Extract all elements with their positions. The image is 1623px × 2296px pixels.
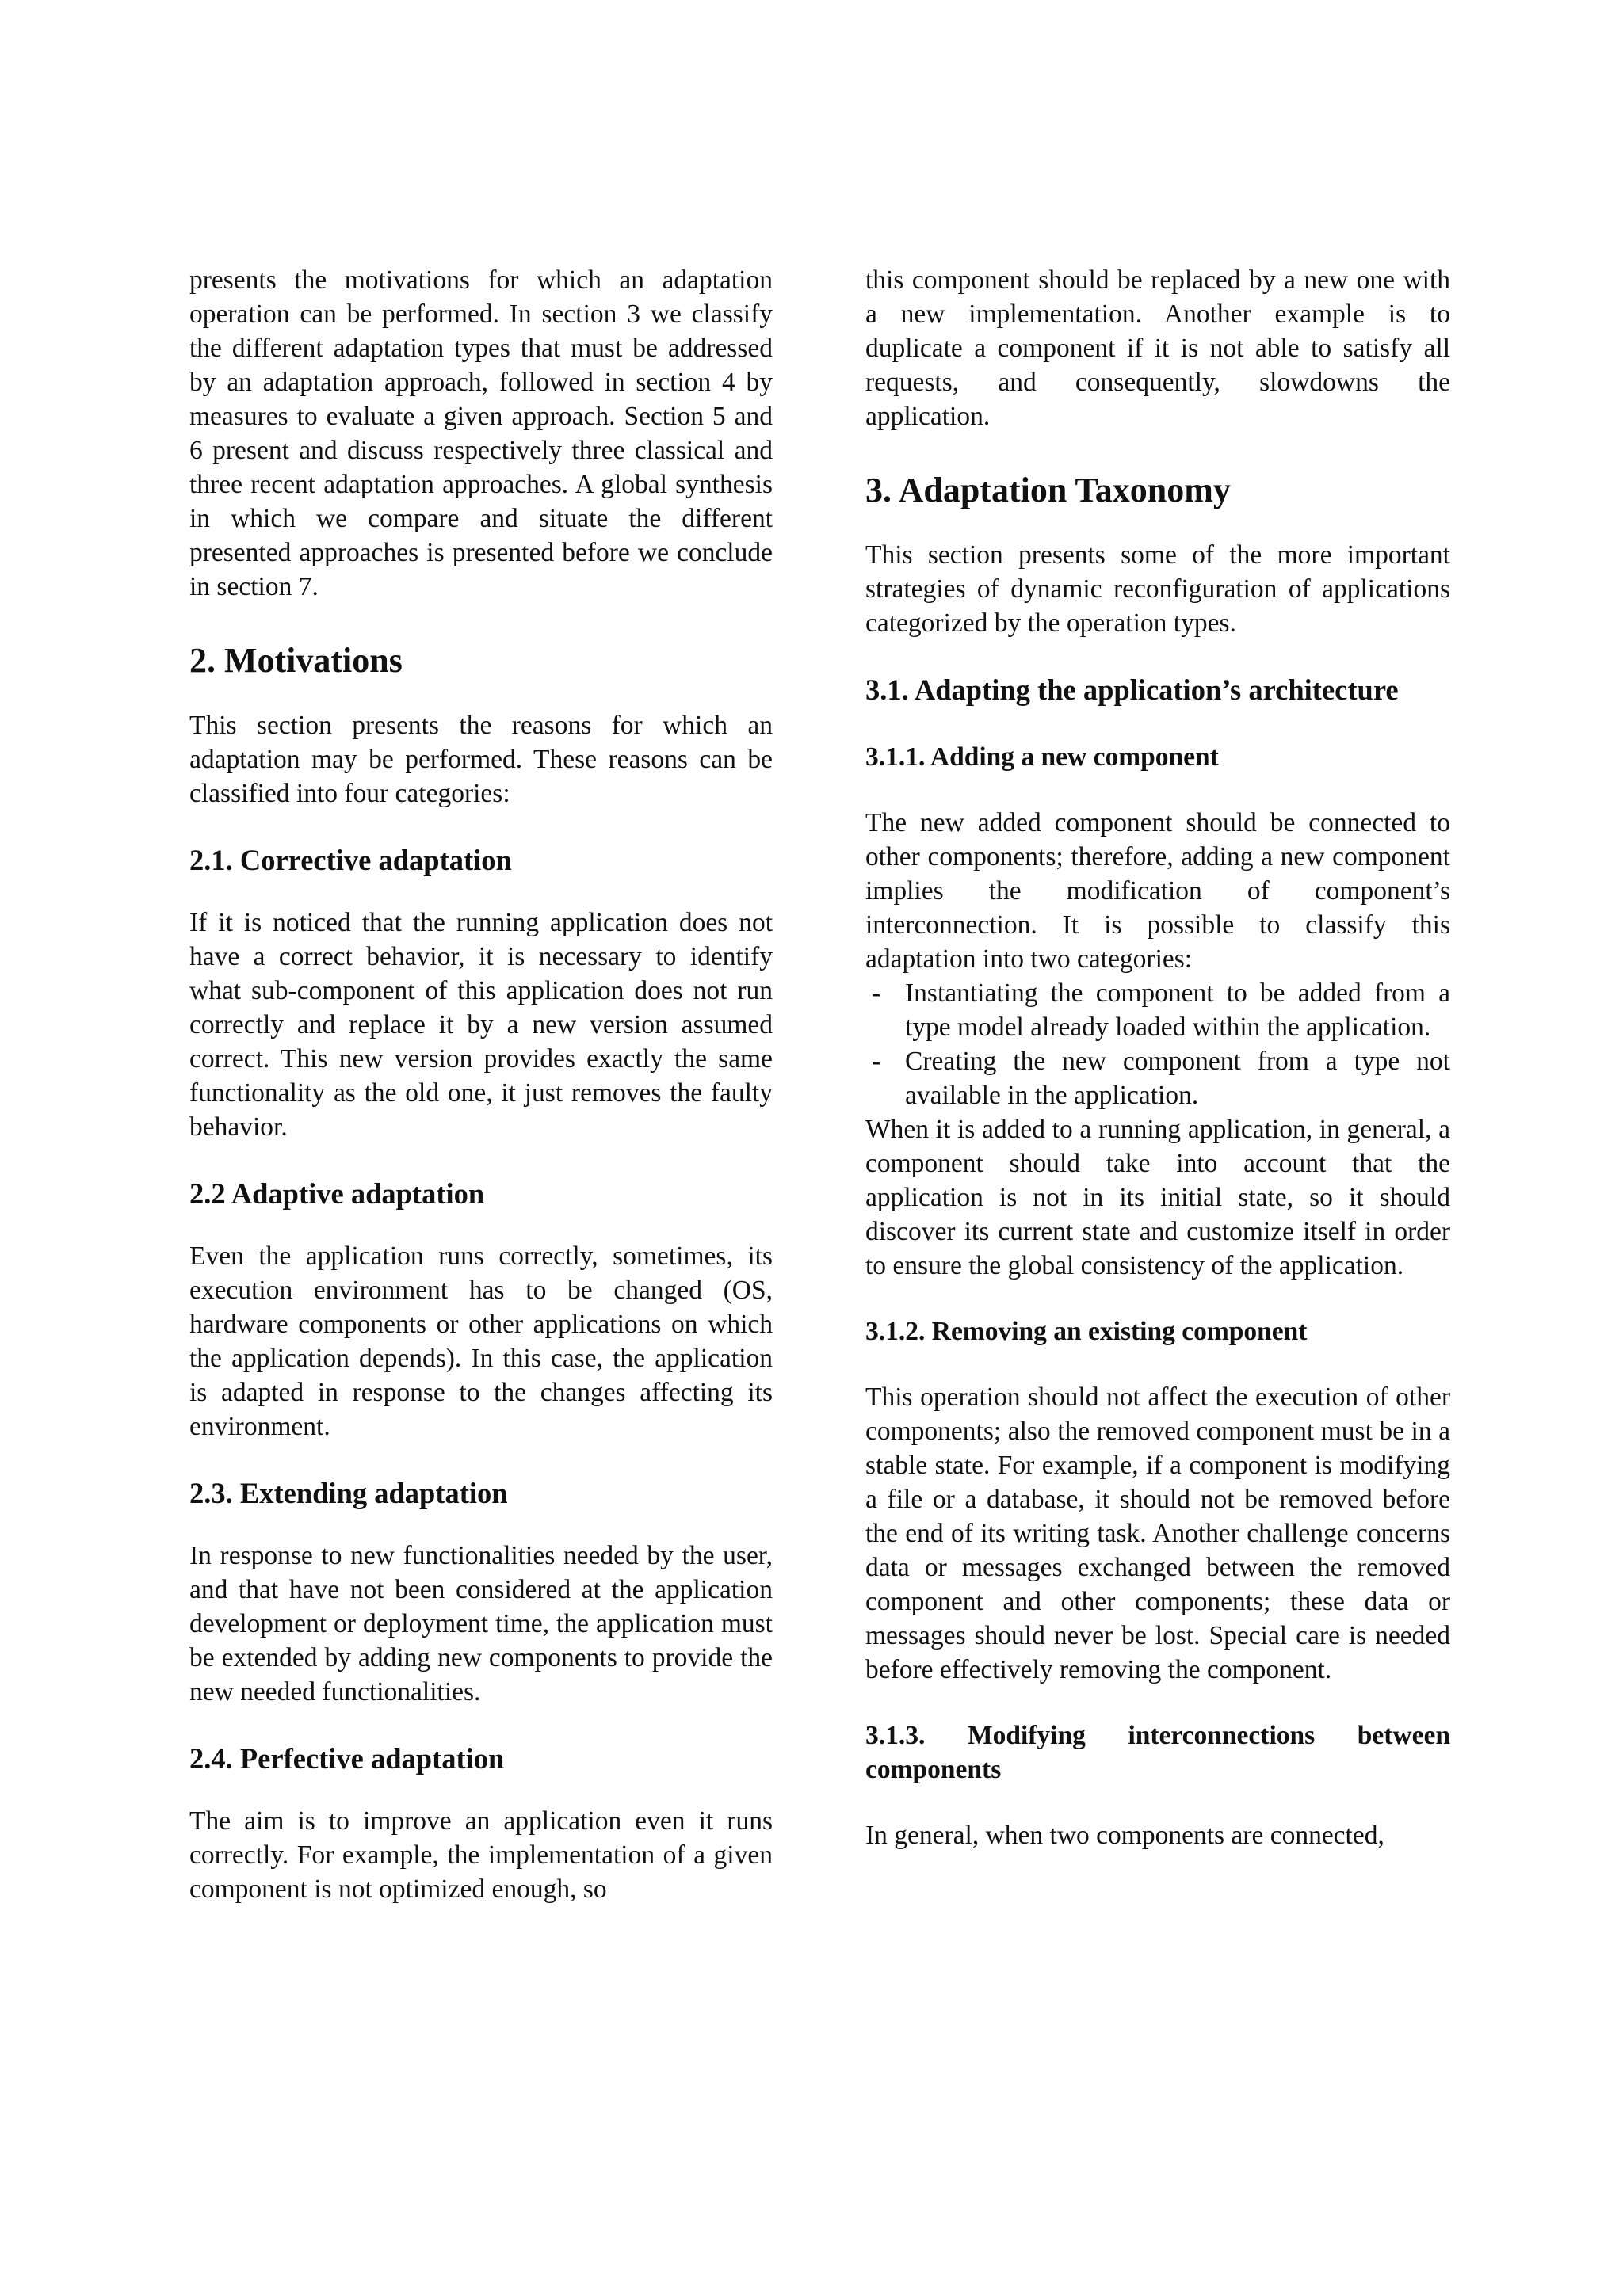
- subsubsection-heading-modifying: 3.1.3. Modifying interconnections between components: [865, 1721, 1450, 1784]
- extending-paragraph: In response to new functionalities needed by the user, and that have not been considered at the application development or deployment time, the application must be extended by adding new components to provide the new needed functionalities.: [189, 1541, 773, 1707]
- subsection-heading-architecture: 3.1. Adapting the application’s architecture: [865, 673, 1399, 706]
- section-heading-taxonomy: 3. Adaptation Taxonomy: [865, 471, 1231, 509]
- adaptive-paragraph: Even the application runs correctly, sometimes, its execution environment has to be changed (OS, hardware components or other applications on which the application depends). In this case, the application is adapted in response to the changes affecting its environment.: [189, 1241, 773, 1441]
- intro-paragraph: presents the motivations for which an adaptation operation can be performed. In section 3 we classify the different adaptation types that must be addressed by an adaptation approach, followed in section 4 by measures to evaluate a given approach. Section 5 and 6 present and discuss respectively three classical and three recent adaptation approaches. A global synthesis in which we compare and situate the different presented approaches is presented before we conclude in section 7.: [189, 265, 773, 601]
- subsection-heading-extending: 2.3. Extending adaptation: [189, 1477, 508, 1509]
- perfective-paragraph: The aim is to improve an application even it runs correctly. For example, the implementation of a given component is not optimized enough, so: [189, 1806, 773, 1904]
- adding-paragraph: The new added component should be connected to other components; therefore, adding a new component implies the modification of component’s interconnection. It is possible to classify this adaptation into two categories:: [865, 808, 1450, 974]
- subsection-heading-corrective: 2.1. Corrective adaptation: [189, 844, 512, 876]
- left-column: [189, 263, 773, 1906]
- corrective-paragraph: If it is noticed that the running application does not have a correct behavior, it is necessary to identify what sub-component of this application does not run correctly and replace it by a new version assumed correct. This new version provides exactly the same functionality as the old one, it just removes the faulty behavior.: [189, 908, 773, 1142]
- list-item-text: Creating the new component from a type not available in the application.: [905, 1047, 1450, 1110]
- list-item: - Creating the new component from a type not available in the application.: [872, 1047, 1450, 1110]
- list-item-text: Instantiating the component to be added from a type model already loaded within the application.: [905, 978, 1450, 1042]
- taxonomy-paragraph: This section presents some of the more important strategies of dynamic reconfiguration of applications categorized by the operation types.: [865, 540, 1450, 638]
- subsection-heading-perfective: 2.4. Perfective adaptation: [189, 1742, 505, 1775]
- adding-paragraph-2: When it is added to a running application, in general, a component should take into account that the application is not in its initial state, so it should discover its current state and customize itself in order to ensure the global consistency of the application.: [865, 1115, 1450, 1280]
- removing-paragraph: This operation should not affect the execution of other components; also the removed component must be in a stable state. For example, if a component is modifying a file or a database, it should not be removed before the end of its writing task. Another challenge concerns data or messages exchanged between the removed component and other components; these data or messages should never be lost. Special care is needed before effectively removing the component.: [865, 1383, 1450, 1684]
- subsubsection-heading-removing: 3.1.2. Removing an existing component: [865, 1317, 1308, 1346]
- subsection-heading-adaptive: 2.2 Adaptive adaptation: [189, 1177, 485, 1210]
- subsubsection-heading-adding: 3.1.1. Adding a new component: [865, 742, 1219, 772]
- motivations-paragraph: This section presents the reasons for which an adaptation may be performed. These reasons can be classified into four categories:: [189, 711, 773, 808]
- continuation-paragraph: this component should be replaced by a new one with a new implementation. Another example is to duplicate a component if it is not able to satisfy all requests, and consequently, slowdowns the application.: [865, 265, 1450, 431]
- adding-bullet-list: [865, 976, 1450, 1112]
- section-heading-motivations: 2. Motivations: [189, 641, 403, 680]
- list-item: - Instantiating the component to be added from a type model already loaded within the application.: [872, 978, 1450, 1042]
- right-column: [865, 263, 1450, 1852]
- modifying-paragraph: In general, when two components are connected,: [865, 1821, 1384, 1850]
